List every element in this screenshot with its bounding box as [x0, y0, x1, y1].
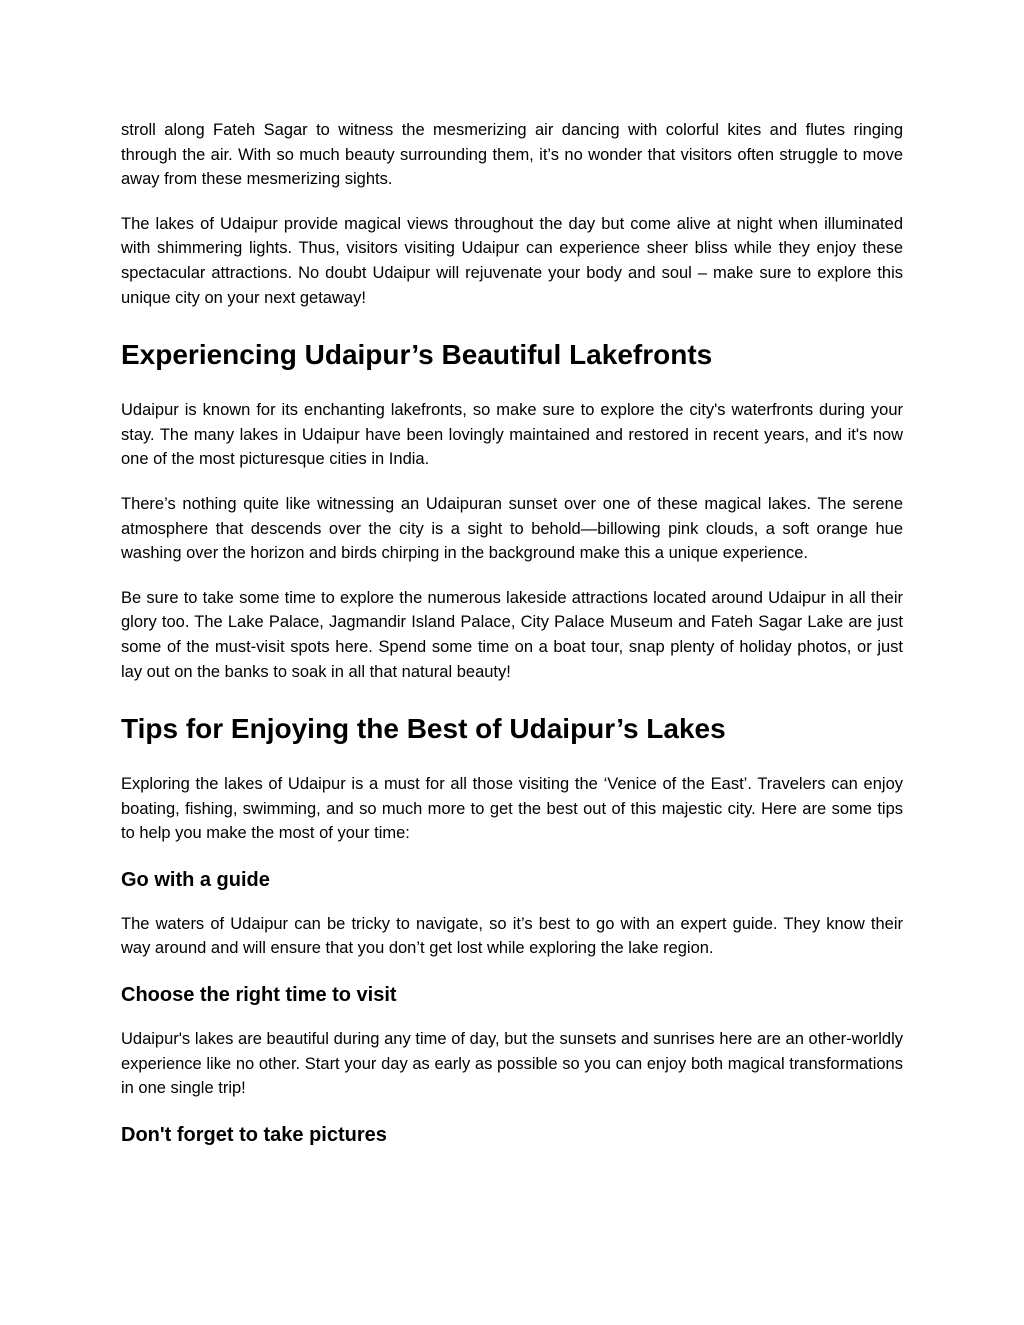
paragraph-lakeside-attractions: Be sure to take some time to explore the numerous lakeside attractions located around Udaipur in all their glory too. The Lake Palace, Jagmandir Island Palace, City Palace Museum and Fateh Sagar Lake are just some of the must-visit spots here. Spend some time on a boat tour, snap plenty of holiday photos, or just lay out on the banks to soak in all that natural beauty! [121, 588, 903, 681]
paragraph-enchanting-lakefronts: Udaipur is known for its enchanting lakefronts, so make sure to explore the city's waterfronts during your stay. The many lakes in Udaipur have been lovingly maintained and restored in recent years, and it's now one of the most picturesque cities in India. [121, 401, 903, 469]
paragraph-fateh-sagar-stroll: stroll along Fateh Sagar to witness the mesmerizing air dancing with colorful kites and flutes ringing through the air. With so much beauty surrounding them, it’s no wonder that visitors often struggle to move away from these mesmerizing sights. [121, 121, 903, 189]
paragraph-guide-tip: The waters of Udaipur can be tricky to navigate, so it’s best to go with an expert guide. They know their way around and will ensure that you don’t get lost while exploring the lake region. [121, 914, 903, 958]
paragraph-lakes-at-night: The lakes of Udaipur provide magical views throughout the day but come alive at night when illuminated with shimmering lights. Thus, visitors visiting Udaipur can experience sheer bliss while they enjoy these spectacular attractions. No doubt Udaipur will rejuvenate your body and soul – make sure to explore this unique city on your next getaway! [121, 214, 903, 307]
heading-tips-for-lakes: Tips for Enjoying the Best of Udaipur’s Lakes [121, 713, 726, 745]
heading-take-pictures: Don't forget to take pictures [121, 1123, 387, 1146]
heading-right-time: Choose the right time to visit [121, 984, 397, 1007]
document-page [121, 118, 903, 1167]
heading-experiencing-lakefronts: Experiencing Udaipur’s Beautiful Lakefronts [121, 339, 713, 371]
paragraph-exploring-lakes: Exploring the lakes of Udaipur is a must for all those visiting the ‘Venice of the East’. Travelers can enjoy boating, fishing, swimming, and so much more to get the best out of this majestic city. Here are some tips to help you make the most of your time: [121, 775, 903, 843]
heading-go-with-guide: Go with a guide [121, 868, 270, 891]
paragraph-right-time-tip: Udaipur's lakes are beautiful during any time of day, but the sunsets and sunrises here are an other-worldly experience like no other. Start your day as early as possible so you can enjoy both magical transformations in one single trip! [121, 1030, 903, 1098]
paragraph-udaipuran-sunset: There’s nothing quite like witnessing an Udaipuran sunset over one of these magical lakes. The serene atmosphere that descends over the city is a sight to behold—billowing pink clouds, a soft orange hue washing over the horizon and birds chirping in the background make this a unique experience. [121, 494, 903, 563]
